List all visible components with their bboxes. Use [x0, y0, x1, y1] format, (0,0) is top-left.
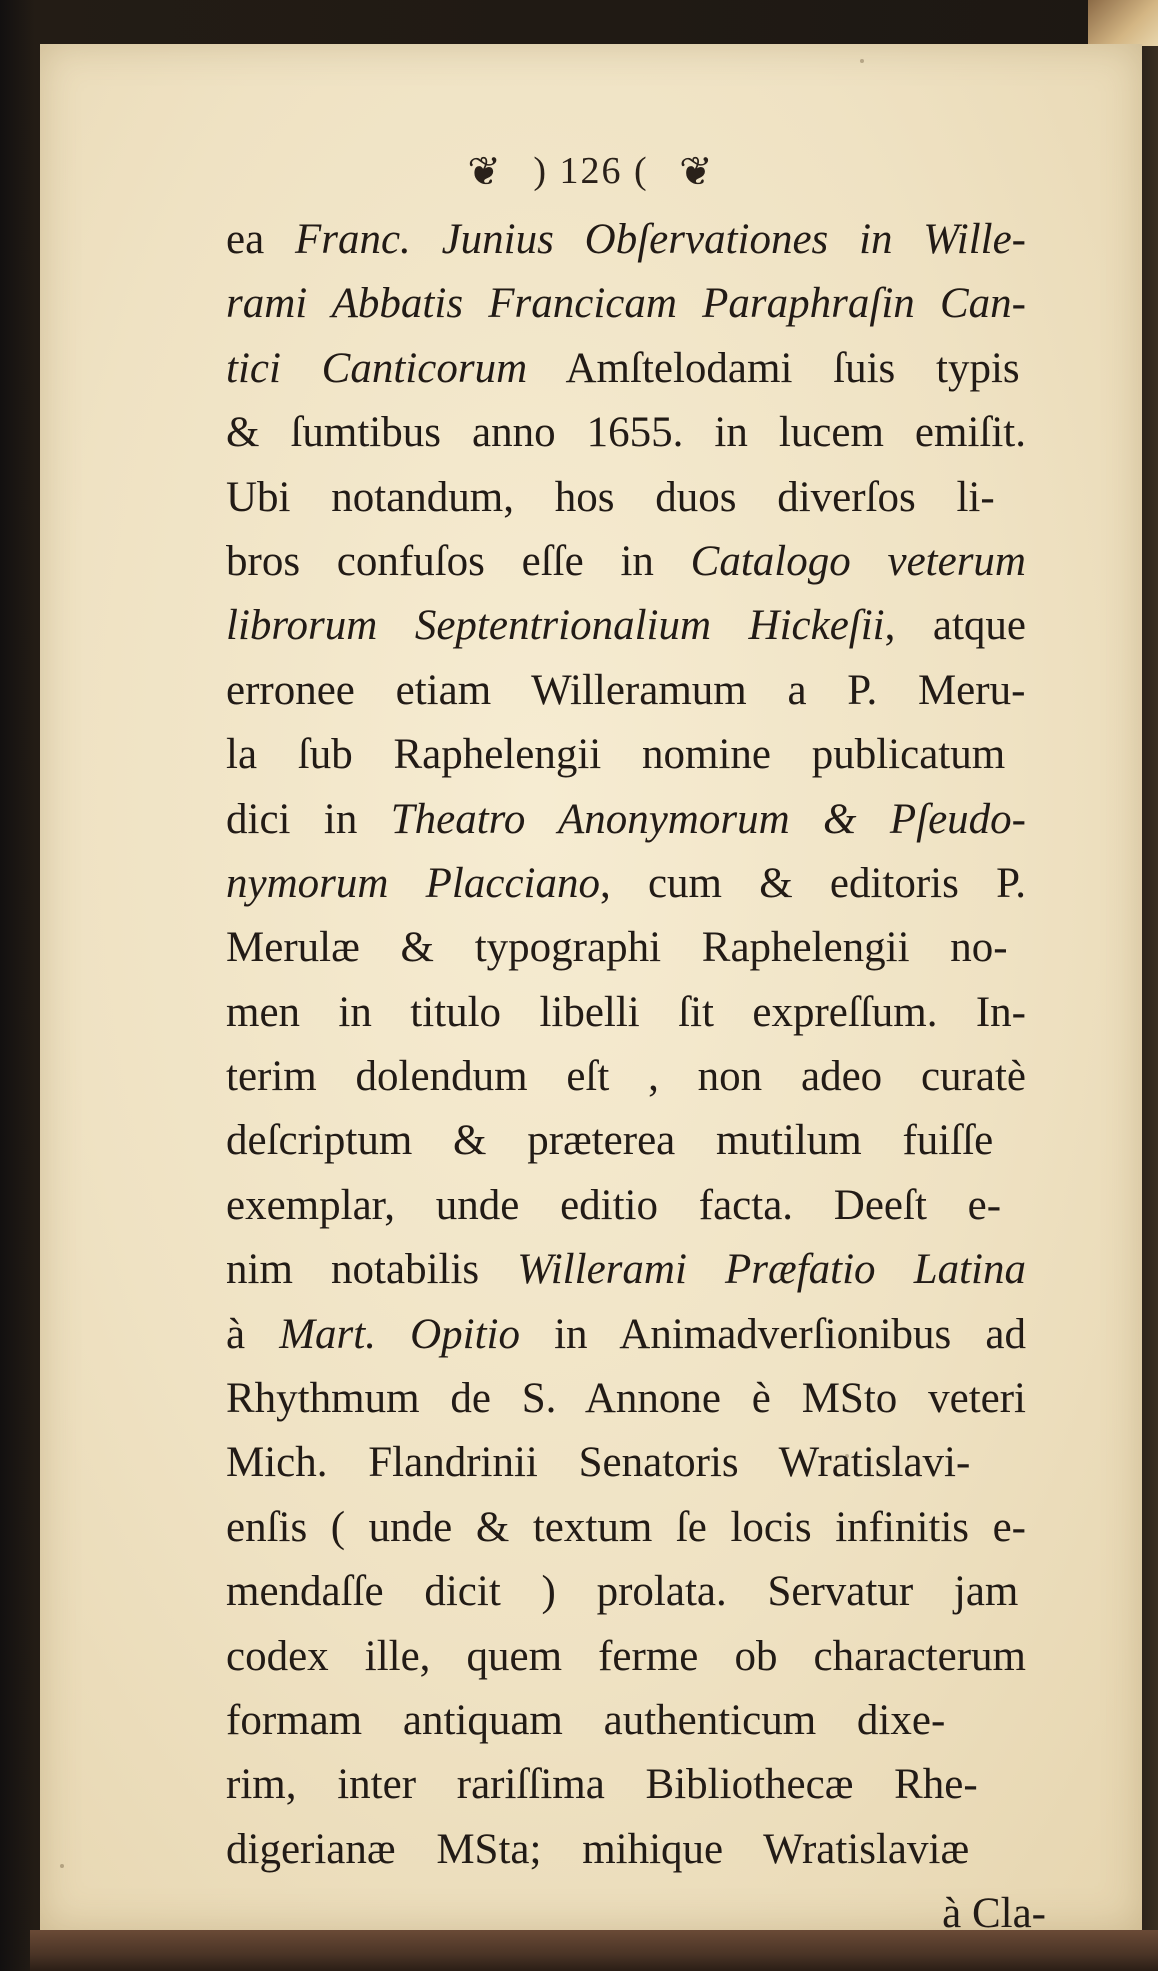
left-ornament-icon: ❦ [467, 148, 503, 194]
italic-text: rami Abbatis Francicam Paraphraſin Can- [226, 280, 1026, 328]
text-line [226, 272, 1046, 336]
text-line [226, 659, 1046, 723]
text-line [226, 723, 1046, 787]
roman-text: Ubi notandum, hos duos diverſos li- [226, 473, 995, 521]
text-line-content [226, 916, 1008, 980]
text-line-content [226, 1560, 1018, 1624]
text-line-content [226, 1174, 1001, 1238]
text-line-content [226, 272, 1026, 336]
text-line [226, 1174, 1046, 1238]
italic-text: Franc. Junius Obſervationes in Wille- [294, 216, 1027, 263]
text-line [226, 208, 1046, 272]
text-line-content [226, 1045, 1026, 1109]
text-line [226, 594, 1046, 658]
text-line-content [226, 594, 1026, 658]
roman-text: deſcriptum & præterea mutilum fuiſſe [226, 1117, 994, 1165]
text-line [226, 1238, 1046, 1302]
roman-text: formam antiquam authenticum dixe- [226, 1696, 946, 1744]
roman-text: nim notabilis [226, 1246, 518, 1294]
text-line [226, 981, 1046, 1045]
text-line-content [942, 1882, 1046, 1946]
text-line-content [226, 208, 1026, 272]
roman-text: rim, inter rariſſima Bibliothecæ Rhe- [226, 1761, 978, 1809]
text-line-content [226, 1367, 1026, 1431]
italic-text: Catalogo veterum [690, 537, 1026, 585]
text-line [226, 788, 1046, 852]
text-line-content [226, 852, 1026, 916]
text-line [226, 1625, 1046, 1689]
roman-text: Amſtelodami ſuis typis [527, 344, 1020, 392]
text-line-content [226, 1818, 969, 1882]
italic-text: nymorum Placciano [226, 859, 600, 907]
text-line-content [226, 723, 1005, 787]
text-line-content [226, 981, 1026, 1045]
roman-text: in Animadverſionibus ad [519, 1310, 1026, 1358]
roman-text: erronee etiam Willeramum a P. Meru- [226, 666, 1026, 714]
text-line [226, 401, 1046, 465]
roman-text: enſis ( unde & textum ſe locis infinitis e- [226, 1503, 1026, 1551]
text-block [226, 208, 1046, 1947]
right-ornament-icon: ❦ [679, 148, 715, 194]
text-line [226, 1689, 1046, 1753]
italic-text: tici Canticorum [226, 344, 528, 392]
text-line-content [226, 659, 1025, 723]
roman-text: & ſumtibus anno 1655. in lucem emiſit. [226, 409, 1026, 457]
roman-text: codex ille, quem ferme ob characterum [226, 1632, 1026, 1680]
roman-text: terim dolendum eſt , non adeo curatè [226, 1053, 1026, 1101]
roman-text: à [226, 1310, 280, 1358]
text-line [226, 1045, 1046, 1109]
roman-text: exemplar, unde editio facta. Deeſt e- [226, 1181, 1002, 1229]
text-line [226, 337, 1046, 401]
italic-text: Willerami Præfatio Latina [517, 1246, 1026, 1294]
text-line-content [226, 1625, 1026, 1689]
roman-text: la ſub Raphelengii nomine publicatum [226, 731, 1006, 779]
text-line [226, 916, 1046, 980]
page-header [40, 144, 1142, 195]
roman-text: men in titulo libelli ſit expreſſum. In- [226, 988, 1026, 1036]
roman-text: ea [226, 216, 295, 263]
roman-text: Mich. Flandrinii Senatoris Wratislavi- [226, 1439, 971, 1487]
text-line-content [226, 466, 995, 530]
roman-text: , cum & editoris P. [599, 859, 1026, 907]
text-line [226, 1367, 1046, 1431]
text-line-content [226, 337, 1020, 401]
text-line [226, 530, 1046, 594]
italic-text: Mart. Opitio [279, 1310, 520, 1358]
text-line [226, 1818, 1046, 1882]
roman-text: mendaſſe dicit ) prolata. Servatur jam [226, 1568, 1019, 1616]
text-line-content [226, 1431, 970, 1495]
roman-text: dici in [226, 795, 391, 843]
roman-text: Rhythmum de S. Annone è MSto veteri [226, 1375, 1026, 1423]
text-line-content [226, 530, 1026, 594]
text-line [226, 466, 1046, 530]
text-line [226, 852, 1046, 916]
roman-text: , atque [884, 602, 1026, 650]
text-line [226, 1109, 1046, 1173]
book-corner [1088, 0, 1158, 46]
text-line [226, 1431, 1046, 1495]
page-number: ) 126 ( [533, 150, 649, 193]
text-line-content [226, 1109, 993, 1173]
roman-text: à Cla- [942, 1890, 1046, 1938]
text-line-content [226, 788, 1026, 852]
roman-text: Merulæ & typographi Raphelengii no- [226, 924, 1008, 972]
text-line-content [226, 1238, 1026, 1302]
italic-text: Theatro Anonymorum & Pſeudo- [390, 795, 1026, 843]
text-line-content [226, 1496, 1026, 1560]
text-line [226, 1303, 1046, 1367]
text-line-content [226, 1753, 978, 1817]
text-line-content [226, 1303, 1026, 1367]
text-line [226, 1753, 1046, 1817]
text-line-content [226, 1689, 945, 1753]
text-line [226, 1882, 1046, 1946]
italic-text: librorum Septentrionalium Hickeſii [226, 602, 885, 650]
roman-text: digerianæ MSta; mihique Wratislaviæ [226, 1825, 970, 1873]
text-line [226, 1496, 1046, 1560]
roman-text: bros confuſos eſſe in [226, 537, 691, 585]
text-line [226, 1560, 1046, 1624]
text-line-content [226, 401, 1026, 465]
